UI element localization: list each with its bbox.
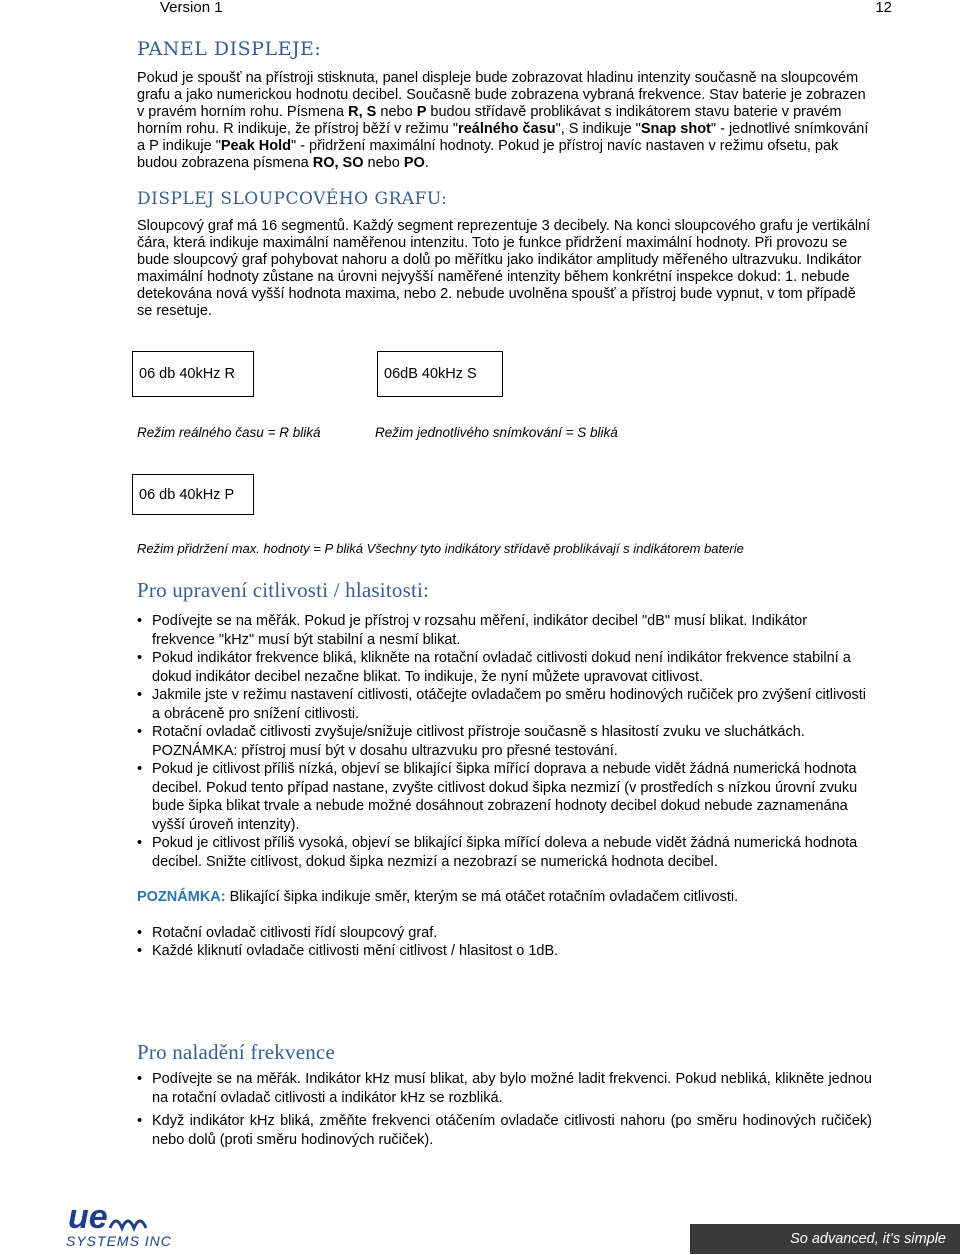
caption-s: Režim jednotlivého snímkování = S bliká	[375, 425, 618, 440]
display-box-p: 06 db 40kHz P	[132, 474, 254, 515]
document-body	[137, 38, 872, 320]
frequency-section	[137, 1040, 872, 1149]
list-item: • Když indikátor kHz bliká, změňte frekvenci otáčením ovladače citlivosti nahoru (po směru hodinových ručiček) nebo dolů (proti směru hodinových ručiček).	[137, 1112, 872, 1149]
graph-paragraph: Sloupcový graf má 16 segmentů. Každý segment reprezentuje 3 decibely. Na konci sloupcového grafu je vertikální čára, která indikuje maximální naměřenou intenzitu. Toto je funkce přidržení maximální hodnoty. Při provozu se bude sloupcový graf pohybovat nahoru a dolů po měřítku jako indikátor amplitudy měřeného ultrazvuku. Indikátor maximální hodnoty zůstane na úrovni nejvyšší naměřené intenzity během konkrétní inspekce dokud: 1. nebude detekována nová vyšší hodnota maxima, nebo 2. nebude uvolněna spoušť a přístroj bude vypnut, v tom případě se resetuje.	[137, 218, 871, 319]
sensitivity-list	[137, 612, 872, 871]
sensitivity-list-2	[137, 924, 872, 961]
panel-heading: PANEL DISPLEJE:	[137, 38, 322, 60]
sensitivity-heading: Pro upravení citlivosti / hlasitosti:	[137, 578, 430, 602]
frequency-list	[137, 1070, 872, 1149]
list-item: • Podívejte se na měřák. Pokud je přístroj v rozsahu měření, indikátor decibel "dB" musí blikat. Indikátor frekvence "kHz" musí být stabilní a nesmí blikat.	[137, 612, 872, 649]
footer-tagline-bar	[690, 1224, 960, 1254]
page-number: 12	[875, 0, 892, 16]
note-paragraph	[137, 888, 872, 907]
list-item: • Podívejte se na měřák. Indikátor kHz musí blikat, aby bylo možné ladit frekvenci. Pokud nebliká, klikněte jednou na rotační ovladač citlivosti a indikátor kHz se rozbliká.	[137, 1070, 872, 1107]
list-item: • Pokud indikátor frekvence bliká, klikněte na rotační ovladač citlivosti dokud není indikátor frekvence stabilní a dokud indikátor decibel nezačne blikat. To indikuje, že nyní můžete upravovat citlivost.	[137, 649, 872, 686]
caption-r: Režim reálného času = R bliká	[137, 425, 321, 440]
panel-paragraph: Pokud je spoušť na přístroji stisknuta, panel displeje bude zobrazovat hladinu intenzity současně na sloupcovém grafu a jako numerickou hodnotu decibel. Současně bude zobrazena vybraná frekvence. Stav baterie je zobrazen v pravém horním rohu. Písmena R, S nebo P budou střídavě problikávat s indikátorem stavu baterie v pravém horním rohu. R indikuje, že přístroj běží v režimu "reálného času", S indikuje "Snap shot" - jednotlivé snímkování a P indikuje "Peak Hold" - přidržení maximální hodnoty. Pokud je přístroj navíc nastaven v režimu ofsetu, pak budou zobrazena písmena RO, SO nebo PO.	[137, 70, 869, 171]
page-header	[0, 0, 960, 20]
list-item: • Rotační ovladač citlivosti řídí sloupcový graf.	[137, 924, 872, 943]
display-box-r: 06 db 40kHz R	[132, 351, 254, 397]
note-text: Blikající šipka indikuje směr, kterým se má otáčet rotačním ovladačem citlivosti.	[229, 889, 739, 905]
list-item: • Pokud je citlivost příliš vysoká, objeví se blikající šipka mířící doleva a nebude vidět žádná numerická hodnota decibel. Snižte citlivost, dokud šipka nezmizí a nezobrazí se numerická hodnota decibel.	[137, 834, 872, 871]
note-label: POZNÁMKA:	[137, 889, 226, 905]
sensitivity-section	[137, 578, 872, 961]
svg-text:SYSTEMS INC: SYSTEMS INC	[66, 1233, 172, 1249]
tagline: So advanced, it's simple	[790, 1231, 946, 1247]
ue-systems-logo	[66, 1198, 186, 1250]
display-box-s: 06dB 40kHz S	[377, 351, 503, 397]
list-item: • Rotační ovladač citlivosti zvyšuje/snižuje citlivost přístroje současně s hlasitostí zvuku ve sluchátkách. POZNÁMKA: přístroj musí být v dosahu ultrazvuku pro přesné testování.	[137, 723, 872, 760]
list-item: • Jakmile jste v režimu nastavení citlivosti, otáčejte ovladačem po směru hodinových ručiček pro zvýšení citlivosti a obráceně pro snížení citlivosti.	[137, 686, 872, 723]
frequency-heading: Pro naladění frekvence	[137, 1040, 335, 1064]
list-item: • Každé kliknutí ovladače citlivosti mění citlivost / hlasitost o 1dB.	[137, 942, 872, 961]
caption-p: Režim přidržení max. hodnoty = P bliká Všechny tyto indikátory střídavě problikávají s indikátorem baterie	[137, 541, 744, 556]
svg-text:ue: ue	[68, 1198, 108, 1236]
version-label: Version 1	[160, 0, 223, 16]
list-item: • Pokud je citlivost příliš nízká, objeví se blikající šipka mířící doprava a nebude vidět žádná numerická hodnota decibel. Pokud tento případ nastane, zvyšte citlivost dokud šipka nezmizí (v prostředích s nízkou úrovní zvuku bude šipka blikat trvale a nebude možné dosáhnout zobrazení hodnoty decibel dokud nebude zaznamenána vyšší úroveň intenzity).	[137, 760, 872, 834]
graph-heading: DISPLEJ SLOUPCOVÉHO GRAFU:	[137, 189, 448, 209]
